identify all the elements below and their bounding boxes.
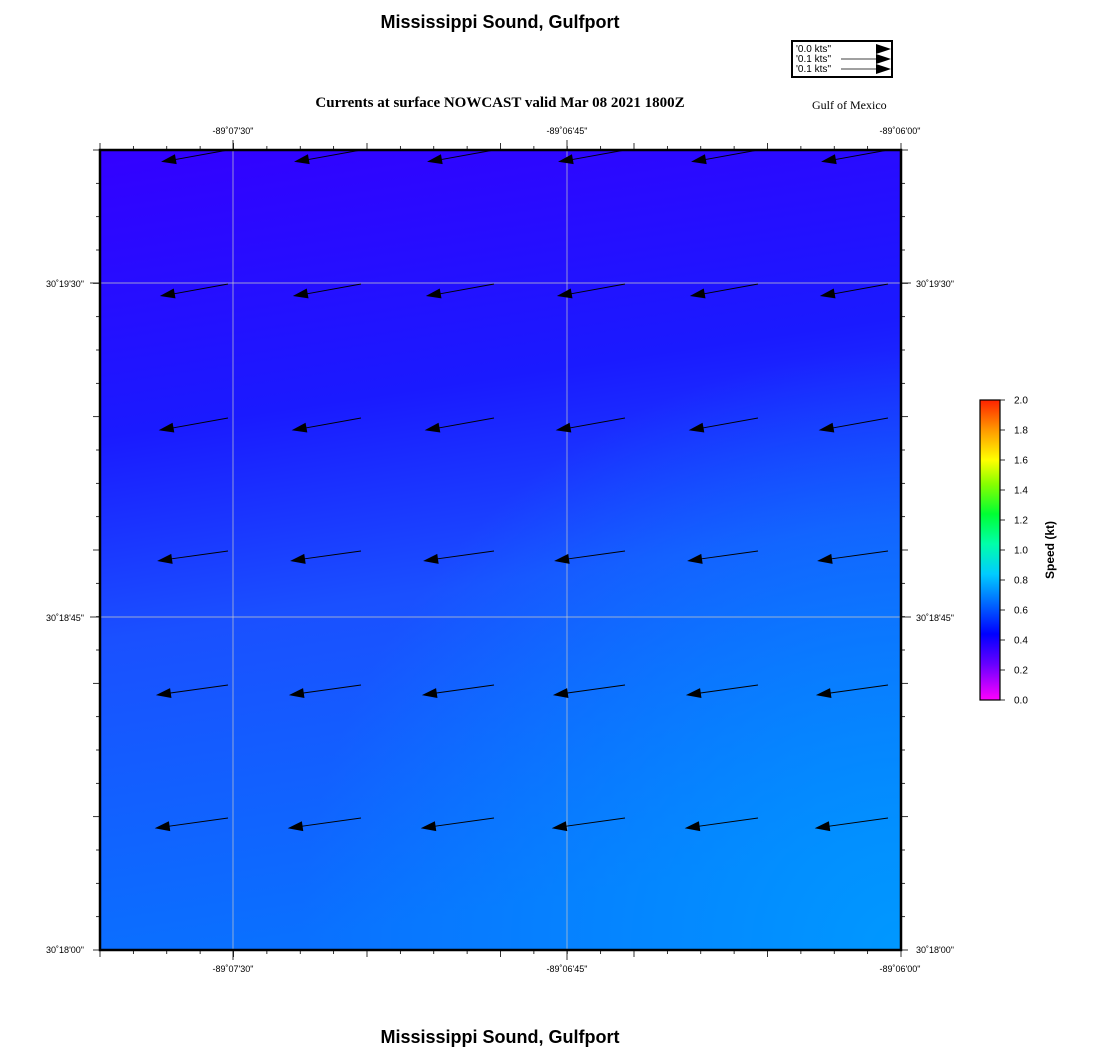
colorbar-tick-label: 0.2: [1014, 665, 1028, 677]
lon-tick-label: -89˚07'30": [212, 126, 254, 136]
lon-tick-label: -89˚06'45": [546, 964, 588, 974]
legend-entry-label: '0.1 kts'': [796, 64, 832, 75]
lon-tick-label: -89˚06'00": [879, 964, 921, 974]
legend-entry-label: '0.0 kts'': [796, 44, 832, 55]
speed-field-glow: [100, 150, 901, 950]
colorbar-tick-label: 0.0: [1014, 695, 1028, 707]
map-title: Mississippi Sound, Gulfport: [380, 12, 620, 32]
colorbar-label: Speed (kt): [1043, 520, 1057, 580]
map-footer-title: Mississippi Sound, Gulfport: [380, 1027, 620, 1047]
colorbar-tick-label: 1.6: [1014, 455, 1028, 467]
colorbar-tick-label: 0.4: [1014, 635, 1028, 647]
lon-tick-label: -89˚06'45": [546, 126, 588, 136]
lat-tick-label: 30˚18'00": [916, 945, 954, 955]
colorbar-tick-label: 2.0: [1014, 395, 1028, 407]
lat-tick-label: 30˚18'45": [46, 613, 84, 623]
colorbar-tick-label: 1.0: [1014, 545, 1028, 557]
colorbar-tick-label: 1.2: [1014, 515, 1028, 527]
lon-tick-label: -89˚06'00": [879, 126, 921, 136]
lon-tick-label: -89˚07'30": [212, 964, 254, 974]
legend-entry-label: '0.1 kts'': [796, 54, 832, 65]
lat-tick-label: 30˚18'45": [916, 613, 954, 623]
colorbar-tick-label: 0.6: [1014, 605, 1028, 617]
colorbar-tick-label: 1.4: [1014, 485, 1028, 497]
region-label: Gulf of Mexico: [812, 98, 887, 112]
colorbar-tick-label: 1.8: [1014, 425, 1028, 437]
map-subtitle: Currents at surface NOWCAST valid Mar 08 2021 1800Z: [315, 95, 685, 111]
lat-tick-label: 30˚19'30": [46, 279, 84, 289]
colorbar-tick-label: 0.8: [1014, 575, 1028, 587]
colorbar-ticks: [1000, 396, 1028, 707]
lat-tick-label: 30˚18'00": [46, 945, 84, 955]
colorbar: [980, 400, 1000, 700]
lat-tick-label: 30˚19'30": [916, 279, 954, 289]
